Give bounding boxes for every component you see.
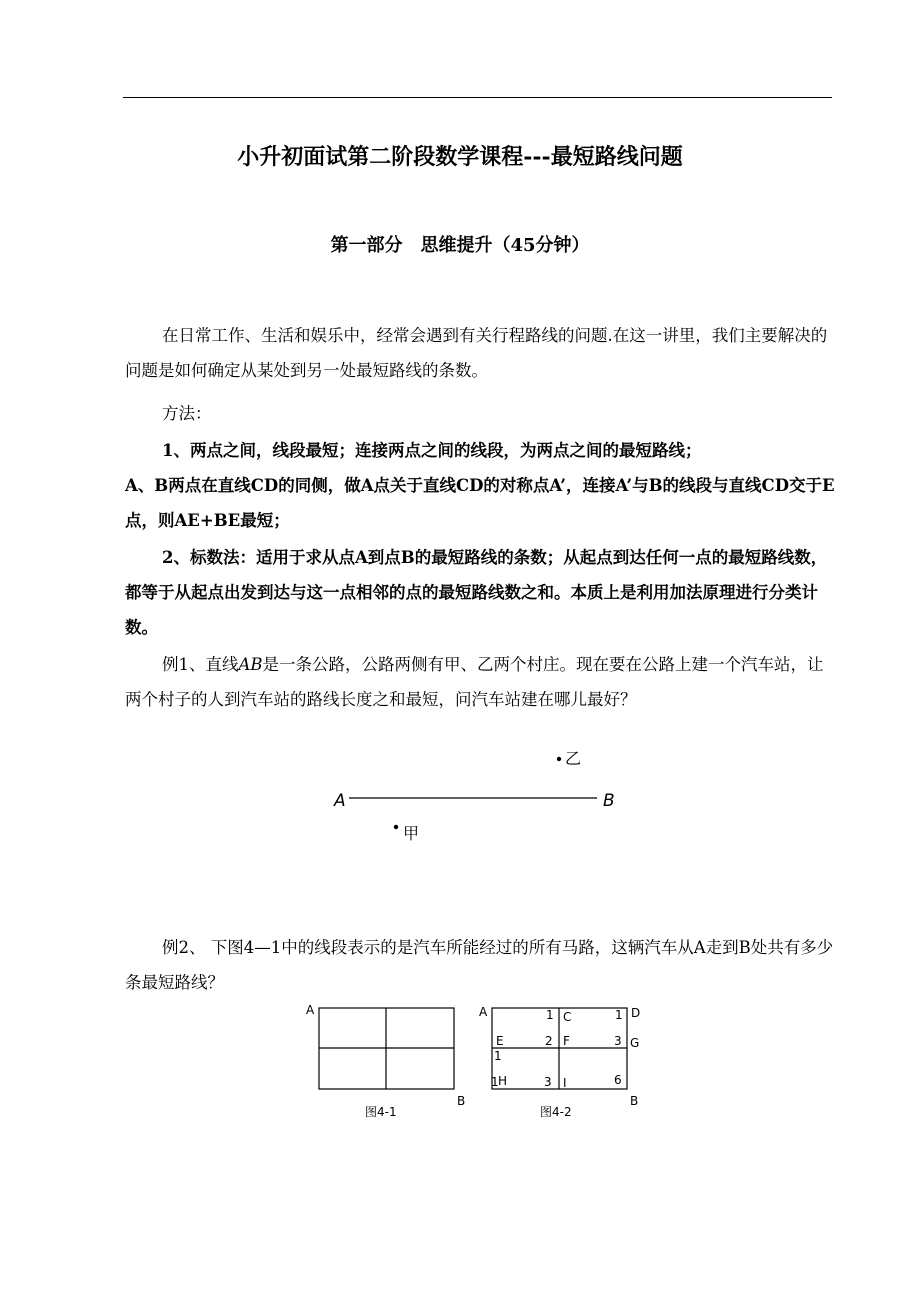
figure-4-1-caption: 图4-1 bbox=[365, 1105, 397, 1119]
village-yi-point bbox=[557, 757, 561, 761]
grid-4-1-label-b: B bbox=[457, 1094, 466, 1108]
village-jia-point bbox=[394, 825, 398, 829]
count-d: 1 bbox=[615, 1008, 623, 1022]
figure-4-1 bbox=[306, 1003, 465, 1119]
grid-4-1-label-a: A bbox=[306, 1003, 315, 1017]
road-label-b: B bbox=[603, 791, 615, 811]
count-b: 6 bbox=[614, 1073, 622, 1087]
grid-point-e: E bbox=[496, 1034, 504, 1048]
grid-point-d: D bbox=[631, 1006, 641, 1020]
grid-4-2-label-b: B bbox=[630, 1094, 639, 1108]
method-1-detail: A、B两点在直线CD的同侧，做A点关于直线CD的对称点A’，连接A’与B的线段与直线CD交于E点，则AE+BE最短； bbox=[125, 476, 835, 530]
count-f: 2 bbox=[545, 1034, 553, 1048]
figure-road bbox=[333, 749, 615, 843]
method-2: 2、标数法：适用于求从点A到点B的最短路线的条数；从起点到达任何一点的最短路线数，都等于从起点出发到达与这一点相邻的点的最短路线数之和。本质上是利用加法原理进行分类计数。 bbox=[125, 548, 828, 637]
method-label: 方法： bbox=[162, 404, 212, 423]
village-yi-label: 乙 bbox=[565, 749, 582, 768]
village-jia-label: 甲 bbox=[403, 824, 420, 843]
grid-point-h: H bbox=[498, 1074, 508, 1088]
count-g: 3 bbox=[614, 1034, 622, 1048]
road-label-a: A bbox=[334, 791, 346, 811]
figure-4-2 bbox=[479, 1005, 640, 1119]
section-heading: 第一部分 思维提升（45分钟） bbox=[330, 235, 590, 256]
example-1-text: 是一条公路，公路两侧有甲、乙两个村庄。现在要在公路上建一个汽车站，让两个村子的人到汽车站的路线长度之和最短，问汽车站建在哪儿最好？ bbox=[125, 655, 824, 709]
example-1-prefix: 例1、直线 bbox=[162, 655, 239, 674]
figure-4-2-caption: 图4-2 bbox=[540, 1105, 572, 1119]
example-2: 例2、 下图4—1中的线段表示的是汽车所能经过的所有马路，这辆汽车从A走到B处共有多少条最短路线？ bbox=[125, 938, 834, 992]
grid-point-i: I bbox=[563, 1076, 567, 1090]
count-e: 1 bbox=[494, 1049, 502, 1063]
example-1-variable: AB bbox=[238, 655, 263, 674]
grid-4-2-label-a: A bbox=[479, 1005, 488, 1019]
count-i: 3 bbox=[544, 1075, 552, 1089]
grid-point-c: C bbox=[563, 1010, 572, 1024]
grid-point-f: F bbox=[563, 1034, 570, 1048]
grid-point-g: G bbox=[630, 1036, 640, 1050]
intro-paragraph: 在日常工作、生活和娱乐中，经常会遇到有关行程路线的问题.在这一讲里，我们主要解决的问题是如何确定从某处到另一处最短路线的条数。 bbox=[125, 326, 828, 380]
page-title: 小升初面试第二阶段数学课程---最短路线问题 bbox=[237, 144, 683, 170]
count-c: 1 bbox=[546, 1008, 554, 1022]
method-1: 1、两点之间，线段最短；连接两点之间的线段，为两点之间的最短路线； bbox=[162, 441, 702, 460]
count-h: 1 bbox=[491, 1075, 499, 1089]
